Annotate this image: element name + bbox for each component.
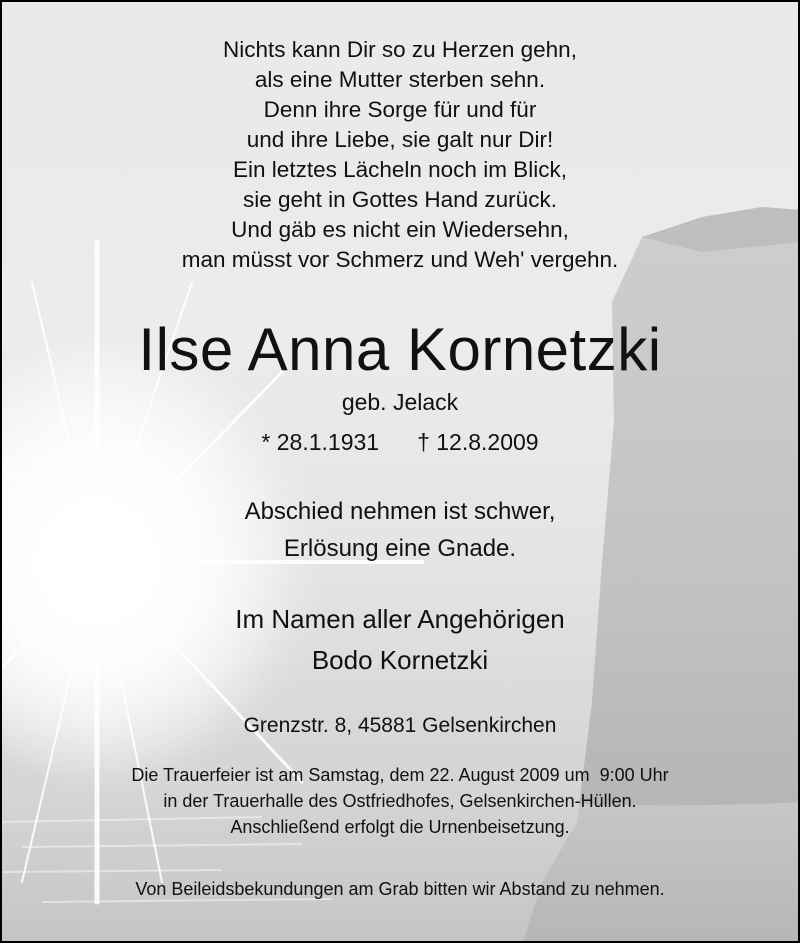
poem-line: Und gäb es nicht ein Wiedersehn, [231,217,569,242]
funeral-line: Anschließend erfolgt die Urnenbeisetzung. [230,817,570,837]
poem-line: sie geht in Gottes Hand zurück. [243,187,557,212]
poem-line: und ihre Liebe, sie galt nur Dir! [246,127,554,152]
condolence-note: Von Beileidsbekundungen am Grab bitten wir Abstand zu nehmen. [135,879,665,899]
family-line: Im Namen aller Angehörigen [235,604,565,634]
deceased-name: Ilse Anna Kornetzki [138,316,662,383]
funeral-details [2,762,798,840]
signer-name: Bodo Kornetzki [311,645,489,675]
death-date: † 12.8.2009 [417,429,539,455]
saying-line: Erlösung eine Gnade. [283,535,517,562]
memorial-poem [2,35,798,275]
poem-line: als eine Mutter sterben sehn. [254,67,546,92]
poem-line: man müsst vor Schmerz und Weh' vergehn. [181,247,619,272]
birth-name: geb. Jelack [341,389,459,415]
poem-line: Denn ihre Sorge für und für [263,97,537,122]
farewell-saying [2,493,798,567]
poem-line: Ein letztes Lächeln noch im Blick, [233,157,567,182]
birth-date: * 28.1.1931 [261,429,380,455]
family-signature [2,599,798,681]
funeral-line: Die Trauerfeier ist am Samstag, dem 22. August 2009 um 9:00 Uhr [131,765,669,785]
family-address: Grenzstr. 8, 45881 Gelsenkirchen [243,714,557,737]
saying-line: Abschied nehmen ist schwer, [244,498,556,525]
poem-line: Nichts kann Dir so zu Herzen gehn, [223,37,577,62]
funeral-line: in der Trauerhalle des Ostfriedhofes, Gelsenkirchen-Hüllen. [163,791,637,811]
life-dates [2,426,798,458]
